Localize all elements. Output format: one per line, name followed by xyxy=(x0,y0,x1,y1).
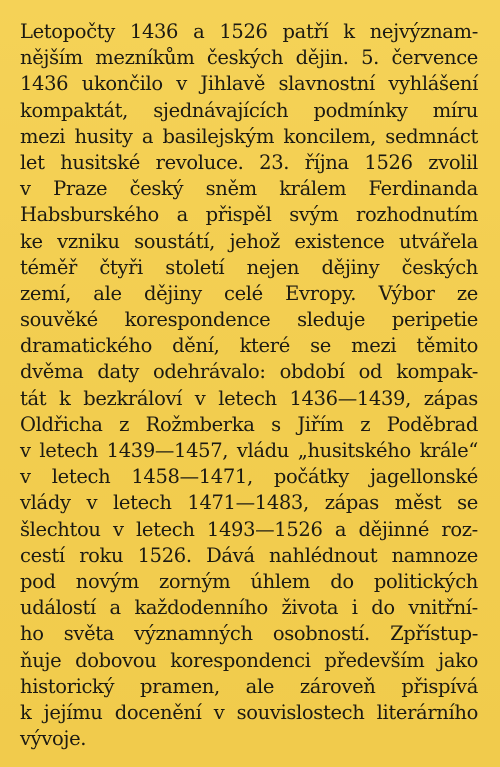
word: v xyxy=(20,177,31,201)
word: ale xyxy=(245,674,275,698)
word: 1436—1439, xyxy=(289,386,411,410)
word: ho xyxy=(20,622,44,646)
word: nejvýznam- xyxy=(369,20,478,43)
text-line xyxy=(20,71,478,97)
word: zemí, xyxy=(20,281,71,305)
word: ukončilo xyxy=(81,72,163,96)
text-line xyxy=(20,490,478,516)
word: 1493—1526 xyxy=(206,517,323,541)
word: soustátí, xyxy=(134,229,215,253)
word: úhlem xyxy=(250,569,311,593)
word: Poděbrad xyxy=(386,412,478,436)
word: letech xyxy=(39,439,98,462)
word: z xyxy=(119,412,130,436)
word: jagellonské xyxy=(369,465,478,489)
word: mezi xyxy=(351,334,397,358)
word: 1436 xyxy=(129,20,179,43)
word: a xyxy=(193,20,205,43)
word: pod xyxy=(20,569,56,593)
word: českých xyxy=(206,46,284,70)
word: událostí xyxy=(20,596,96,620)
word: 1436 xyxy=(20,72,69,96)
word: literárního xyxy=(376,700,478,724)
word: basilejským xyxy=(162,124,275,148)
word: českých xyxy=(401,255,478,279)
word: ňuje xyxy=(20,648,62,672)
text-line xyxy=(20,438,478,464)
word: nějším xyxy=(20,46,83,70)
word: Habsburského xyxy=(20,203,159,227)
word: existence xyxy=(294,229,385,253)
word: zápas xyxy=(423,386,478,410)
word: šlechtou xyxy=(20,517,101,541)
word: daty xyxy=(97,360,139,384)
word: ale xyxy=(93,281,122,305)
word: k xyxy=(20,700,32,724)
word: října xyxy=(304,150,349,174)
word: k xyxy=(59,386,71,410)
word: historický xyxy=(20,674,115,698)
word: vyhlášení xyxy=(388,72,478,96)
word: patří xyxy=(282,20,329,43)
word: podmínky xyxy=(313,98,408,122)
text-line xyxy=(20,307,478,333)
word: sleduje xyxy=(297,308,366,332)
word: pramen, xyxy=(140,674,220,698)
word: revoluce. xyxy=(155,150,244,174)
word: 1526. xyxy=(137,543,192,567)
word: cestí xyxy=(20,543,65,567)
word: míru xyxy=(432,98,478,122)
word: roz- xyxy=(441,517,478,541)
word: Dává xyxy=(206,543,255,567)
word: roku xyxy=(79,543,124,567)
word: sjednávajících xyxy=(153,98,289,122)
word: v xyxy=(20,465,31,489)
word: dějin. xyxy=(295,46,349,70)
word: do xyxy=(371,596,395,620)
word: Ferdinanda xyxy=(368,177,478,201)
word: z xyxy=(360,412,371,436)
word: sněm xyxy=(205,177,257,201)
word: přispívá xyxy=(401,674,478,698)
word: bezkráloví xyxy=(83,386,183,410)
word: dějiny xyxy=(143,281,202,305)
word: letech xyxy=(218,386,277,410)
word: se xyxy=(310,334,331,358)
word: svým xyxy=(289,203,339,227)
word: peripetie xyxy=(391,308,478,332)
word: zároveň xyxy=(299,674,376,698)
text-line xyxy=(20,202,478,228)
word: králem xyxy=(279,177,347,201)
text-line xyxy=(20,333,478,359)
word: k xyxy=(343,20,355,43)
word: do xyxy=(330,569,354,593)
word: korespondenci xyxy=(170,648,311,672)
word: rozhodnutím xyxy=(356,203,478,227)
word: 1458—1471, xyxy=(131,465,253,489)
word: každodenního xyxy=(134,596,268,620)
word: zápas xyxy=(324,491,379,515)
text-line xyxy=(20,229,478,255)
word: v xyxy=(20,439,31,462)
text-line xyxy=(20,648,478,674)
word: i xyxy=(351,596,358,620)
word: těmito xyxy=(416,334,478,358)
word: a xyxy=(176,203,188,227)
word: dobovou xyxy=(75,648,157,672)
word: 1439—1457, xyxy=(106,439,229,462)
word: Zpřístup- xyxy=(390,622,478,646)
word: v xyxy=(213,700,225,724)
word: 23. xyxy=(259,150,290,174)
text-line xyxy=(20,517,478,543)
word: Rožmberka xyxy=(145,412,255,436)
word: dějiny xyxy=(321,255,380,279)
word: v xyxy=(86,491,98,515)
word: dění, xyxy=(172,334,220,358)
text-line xyxy=(20,464,478,490)
text-line xyxy=(20,674,478,700)
word: korespondence xyxy=(124,308,271,332)
word: vnitřní- xyxy=(408,596,478,620)
body-paragraph xyxy=(20,19,478,752)
word: zvolil xyxy=(428,150,478,174)
word: vzniku xyxy=(57,229,120,253)
word: července xyxy=(391,46,478,70)
text-line xyxy=(20,19,478,45)
word: vlády xyxy=(20,491,71,515)
word: které xyxy=(239,334,290,358)
text-line xyxy=(20,386,478,412)
word: mezi xyxy=(20,124,66,148)
word: v xyxy=(112,517,124,541)
word: osobností. xyxy=(272,622,370,646)
text-line xyxy=(20,255,478,281)
word: období xyxy=(279,360,345,384)
word: v xyxy=(194,386,206,410)
word: Praze xyxy=(53,177,108,201)
word: v xyxy=(176,72,187,96)
text-line xyxy=(20,726,478,752)
word: a xyxy=(109,596,121,620)
word: politických xyxy=(373,569,478,593)
word: 1526 xyxy=(364,150,413,174)
text-line xyxy=(20,359,478,385)
word: především xyxy=(324,648,425,672)
word: 5. xyxy=(361,46,379,70)
word: ze xyxy=(456,281,478,305)
text-line xyxy=(20,700,478,726)
text-line xyxy=(20,412,478,438)
text-line xyxy=(20,595,478,621)
word: namnoze xyxy=(391,543,478,567)
word: století xyxy=(165,255,225,279)
word: nejen xyxy=(246,255,300,279)
word: Oldřicha xyxy=(20,412,103,436)
word: Evropy. xyxy=(285,281,357,305)
word: letech xyxy=(113,491,172,515)
word: ke xyxy=(20,229,43,253)
word: nahlédnout xyxy=(269,543,378,567)
text-line xyxy=(20,176,478,202)
word: života xyxy=(281,596,339,620)
word: kompak- xyxy=(396,360,478,384)
word: český xyxy=(129,177,184,201)
word: tát xyxy=(20,386,47,410)
word: mezníkům xyxy=(95,46,195,70)
word: a xyxy=(141,124,154,148)
text-line xyxy=(20,150,478,176)
word: „husitského xyxy=(297,439,411,462)
word: novým xyxy=(75,569,139,593)
word: dramatického xyxy=(20,334,152,358)
word: vývoje. xyxy=(20,727,87,751)
text-line xyxy=(20,543,478,569)
word: jako xyxy=(438,648,478,672)
word: s xyxy=(271,412,281,436)
word: krále“ xyxy=(419,439,478,462)
text-line xyxy=(20,281,478,307)
word: slavnostní xyxy=(278,72,375,96)
text-line xyxy=(20,124,478,150)
word: jehož xyxy=(229,229,280,253)
word: letech xyxy=(51,465,111,489)
word: přispěl xyxy=(205,203,272,227)
word: 1471—1483, xyxy=(187,491,309,515)
word: sedmnáct xyxy=(385,124,478,148)
word: 1526 xyxy=(219,20,268,43)
word: zorným xyxy=(158,569,231,593)
word: odehrávalo: xyxy=(152,360,266,384)
word: Jihlavě xyxy=(200,72,266,96)
text-line xyxy=(20,45,478,71)
word: Výbor xyxy=(378,281,435,305)
text-line xyxy=(20,569,478,595)
word: významných xyxy=(134,622,253,646)
word: husitské xyxy=(60,150,140,174)
word: vládu xyxy=(236,439,289,462)
word: měst xyxy=(394,491,442,515)
word: Letopočty xyxy=(20,20,115,43)
word: od xyxy=(358,360,383,384)
word: světa xyxy=(63,622,115,646)
word: kompaktát, xyxy=(20,98,128,122)
word: utvářela xyxy=(398,229,478,253)
word: docenění xyxy=(114,700,202,724)
word: letech xyxy=(136,517,195,541)
word: husity xyxy=(74,124,133,148)
word: se xyxy=(457,491,478,515)
word: a xyxy=(334,517,347,541)
word: čtyři xyxy=(99,255,143,279)
word: souvislostech xyxy=(236,700,365,724)
text-line xyxy=(20,621,478,647)
word: téměř xyxy=(20,255,77,279)
word: celé xyxy=(224,281,263,305)
word: souvěké xyxy=(20,308,98,332)
word: let xyxy=(20,150,45,174)
word: koncilem, xyxy=(283,124,376,148)
word: dvěma xyxy=(20,360,84,384)
word: Jiřím xyxy=(297,412,344,436)
word: jejímu xyxy=(43,700,103,724)
word: počátky xyxy=(273,465,349,489)
word: dějinné xyxy=(358,517,430,541)
text-line xyxy=(20,98,478,124)
